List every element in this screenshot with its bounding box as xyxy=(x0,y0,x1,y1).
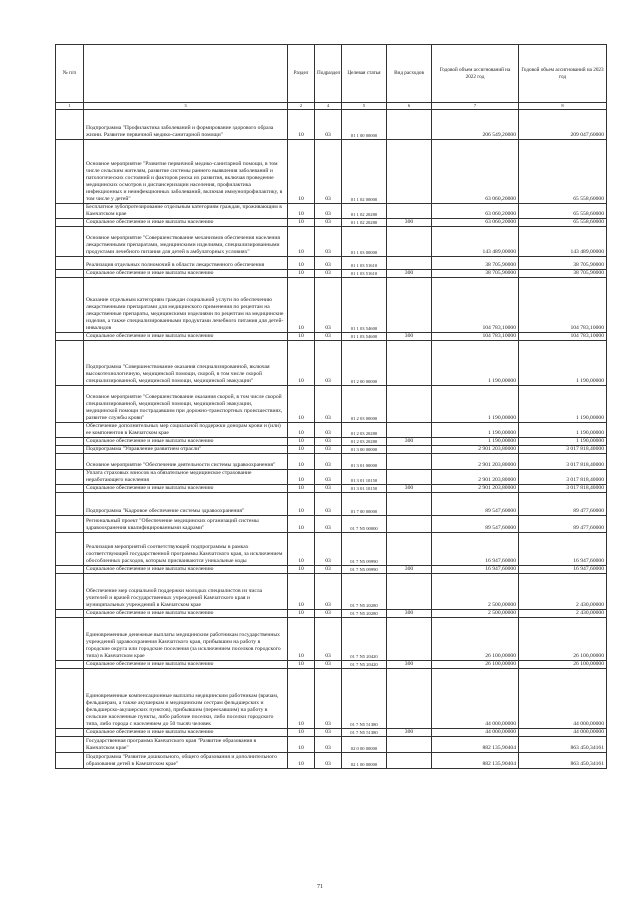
cell-razdel: 10 xyxy=(288,203,315,218)
cell-y2023: 16 947,60000 xyxy=(519,565,607,573)
col-number: 3 xyxy=(84,103,288,110)
cell-y2022: 1 190,00000 xyxy=(432,437,519,445)
cell-razdel: 10 xyxy=(288,736,315,752)
cell-num xyxy=(56,332,84,340)
cell-name: Реализация отдельных полномочий в области лекарственного обеспечения xyxy=(84,256,288,269)
cell-name: Подпрограмма "Развитие дошкольного, общего образования и дополнительного образования детей в Камчатском крае" xyxy=(84,752,288,768)
cell-razdel: 10 xyxy=(288,573,315,609)
cell-csr: 01 7 N5 20280 xyxy=(342,573,387,609)
cell-podrazdel: 03 xyxy=(315,752,342,768)
cell-csr: 01 1 03 51610 xyxy=(342,256,387,269)
cell-num xyxy=(56,728,84,736)
cell-y2023: 38 705,90000 xyxy=(519,256,607,269)
cell-razdel: 10 xyxy=(288,484,315,492)
cell-y2023: 65 558,60000 xyxy=(519,139,607,203)
cell-podrazdel: 03 xyxy=(315,668,342,728)
cell-csr: 01 3 01 00000 xyxy=(342,453,387,469)
cell-podrazdel: 03 xyxy=(315,139,342,203)
cell-y2022: 16 947,60000 xyxy=(432,532,519,565)
cell-vr xyxy=(387,532,432,565)
cell-num xyxy=(56,573,84,609)
cell-name: Реализация мероприятий соответствующей подпрограммы в рамках соответствующей государственной программы Камчатского края, за исключением обособленных расходов, которым присваиваются уникальные коды xyxy=(84,532,288,565)
table-row xyxy=(56,515,607,532)
cell-razdel: 10 xyxy=(288,668,315,728)
cell-y2023: 65 558,60000 xyxy=(519,218,607,226)
cell-vr: 300 xyxy=(387,332,432,340)
table-row xyxy=(56,385,607,422)
cell-name: Государственная программа Камчатского края "Развитие образования в Камчатском крае" xyxy=(84,736,288,752)
cell-num xyxy=(56,269,84,277)
table-row xyxy=(56,109,607,139)
budget-table xyxy=(55,44,607,769)
table-row xyxy=(56,445,607,453)
cell-y2023: 38 705,90000 xyxy=(519,269,607,277)
table-row xyxy=(56,609,607,617)
cell-name: Уплата страховых взносов на обязательное медицинское страхование неработающего населения xyxy=(84,469,288,484)
table-row xyxy=(56,736,607,752)
cell-y2023: 104 783,10000 xyxy=(519,277,607,332)
cell-vr: 300 xyxy=(387,565,432,573)
cell-podrazdel: 03 xyxy=(315,445,342,453)
cell-csr: 01 3 01 10150 xyxy=(342,484,387,492)
cell-razdel: 10 xyxy=(288,218,315,226)
cell-y2023: 1 190,00000 xyxy=(519,422,607,437)
cell-csr: 01 7 N5 51380 xyxy=(342,728,387,736)
cell-vr xyxy=(387,226,432,256)
cell-vr: 300 xyxy=(387,728,432,736)
cell-razdel: 10 xyxy=(288,515,315,532)
cell-y2022: 143 489,00000 xyxy=(432,226,519,256)
cell-y2023: 44 000,00000 xyxy=(519,668,607,728)
cell-y2022: 1 190,00000 xyxy=(432,422,519,437)
col-number: 5 xyxy=(342,103,387,110)
cell-y2023: 863 450,34161 xyxy=(519,736,607,752)
header-podrazdel: Подраздел xyxy=(315,45,342,103)
cell-razdel: 10 xyxy=(288,617,315,660)
cell-num xyxy=(56,340,84,385)
cell-razdel: 10 xyxy=(288,437,315,445)
cell-num xyxy=(56,218,84,226)
cell-y2023: 863 450,34161 xyxy=(519,752,607,768)
cell-podrazdel: 03 xyxy=(315,728,342,736)
table-row xyxy=(56,573,607,609)
cell-csr: 01 7 N5 51380 xyxy=(342,668,387,728)
cell-razdel: 10 xyxy=(288,277,315,332)
table-row xyxy=(56,453,607,469)
cell-podrazdel: 03 xyxy=(315,422,342,437)
header-2023: Годовой объем ассигнований на 2023 год xyxy=(519,45,607,103)
table-row xyxy=(56,226,607,256)
cell-y2023: 2 430,00000 xyxy=(519,573,607,609)
table-row xyxy=(56,492,607,515)
cell-y2022: 44 000,00000 xyxy=(432,728,519,736)
cell-razdel: 10 xyxy=(288,532,315,565)
cell-podrazdel: 03 xyxy=(315,565,342,573)
cell-y2023: 1 190,00000 xyxy=(519,385,607,422)
cell-vr xyxy=(387,453,432,469)
cell-y2023: 3 017 818,40000 xyxy=(519,484,607,492)
cell-y2022: 882 135,90404 xyxy=(432,736,519,752)
cell-csr: 01 1 03 51610 xyxy=(342,269,387,277)
cell-vr xyxy=(387,139,432,203)
cell-num xyxy=(56,422,84,437)
cell-y2023: 1 190,00000 xyxy=(519,437,607,445)
cell-num xyxy=(56,736,84,752)
cell-name: Социальное обеспечение и иные выплаты населению xyxy=(84,609,288,617)
cell-name: Основное мероприятие "Обеспечение деятельности системы здравоохранения" xyxy=(84,453,288,469)
cell-num xyxy=(56,437,84,445)
cell-csr: 01 1 02 20280 xyxy=(342,203,387,218)
cell-podrazdel: 03 xyxy=(315,437,342,445)
header-razdel: Раздел xyxy=(288,45,315,103)
cell-vr: 300 xyxy=(387,218,432,226)
cell-num xyxy=(56,445,84,453)
cell-name: Единовременные денежные выплаты медицинским работникам государственных учреждений здравоохранения Камчатского края, прибывшим на работу в городские округа или городские поселения (за исключением поселков городского типа) в Камчатском крае xyxy=(84,617,288,660)
cell-podrazdel: 03 xyxy=(315,617,342,660)
cell-y2022: 104 783,10000 xyxy=(432,332,519,340)
cell-y2023: 89 477,60000 xyxy=(519,515,607,532)
cell-y2023: 143 489,00000 xyxy=(519,226,607,256)
cell-vr xyxy=(387,515,432,532)
cell-podrazdel: 03 xyxy=(315,453,342,469)
cell-vr xyxy=(387,256,432,269)
cell-csr: 01 7 N5 09990 xyxy=(342,532,387,565)
cell-razdel: 10 xyxy=(288,256,315,269)
col-number: 1 xyxy=(56,103,84,110)
cell-razdel: 10 xyxy=(288,385,315,422)
table-row xyxy=(56,332,607,340)
cell-vr: 300 xyxy=(387,484,432,492)
cell-name: Социальное обеспечение и иные выплаты населению xyxy=(84,728,288,736)
cell-csr: 01 1 03 00000 xyxy=(342,226,387,256)
cell-name: Бесплатное зубопротезирование отдельным категориям граждан, проживающим в Камчатском крае xyxy=(84,203,288,218)
cell-num xyxy=(56,484,84,492)
cell-y2022: 2 901 203,80000 xyxy=(432,445,519,453)
cell-razdel: 10 xyxy=(288,109,315,139)
header-2022: Годовой объем ассигнований на 2022 год xyxy=(432,45,519,103)
cell-vr xyxy=(387,422,432,437)
cell-y2022: 38 705,90000 xyxy=(432,256,519,269)
cell-y2022: 26 100,00000 xyxy=(432,617,519,660)
cell-podrazdel: 03 xyxy=(315,660,342,668)
cell-num xyxy=(56,469,84,484)
cell-podrazdel: 03 xyxy=(315,340,342,385)
cell-podrazdel: 03 xyxy=(315,269,342,277)
cell-vr xyxy=(387,203,432,218)
header-name xyxy=(84,45,288,103)
cell-podrazdel: 03 xyxy=(315,609,342,617)
cell-vr: 300 xyxy=(387,437,432,445)
col-number: 7 xyxy=(432,103,519,110)
cell-num xyxy=(56,453,84,469)
table-row xyxy=(56,218,607,226)
cell-name: Социальное обеспечение и иные выплаты населению xyxy=(84,269,288,277)
header-vr: Вид расходов xyxy=(387,45,432,103)
cell-num xyxy=(56,609,84,617)
cell-csr: 01 3 01 10150 xyxy=(342,469,387,484)
page-number: 71 xyxy=(317,884,323,890)
cell-csr: 02 0 00 00000 xyxy=(342,736,387,752)
header-num: № п/п xyxy=(56,45,84,103)
table-row xyxy=(56,340,607,385)
cell-name: Социальное обеспечение и иные выплаты населению xyxy=(84,660,288,668)
cell-vr: 300 xyxy=(387,609,432,617)
cell-num xyxy=(56,385,84,422)
cell-num xyxy=(56,277,84,332)
cell-y2022: 1 190,00000 xyxy=(432,340,519,385)
cell-name: Основное мероприятие "Совершенствование оказания скорой, в том числе скорой специализированной, медицинской помощи, медицинской эвакуации, медицинской помощи пострадавшим при дорожно-транспортных происшествиях, развитие службы крови" xyxy=(84,385,288,422)
cell-vr xyxy=(387,340,432,385)
cell-csr: 01 1 02 00000 xyxy=(342,139,387,203)
cell-podrazdel: 03 xyxy=(315,385,342,422)
cell-name: Социальное обеспечение и иные выплаты населению xyxy=(84,565,288,573)
cell-csr: 01 1 03 54600 xyxy=(342,332,387,340)
cell-name: Подпрограмма "Совершенствование оказания специализированной, включая высокотехнологичную, медицинской помощи, скорой, в том числе скорой специализированной, медицинской помощи, медицинской эвакуации" xyxy=(84,340,288,385)
cell-vr xyxy=(387,668,432,728)
cell-name: Подпрограмма "Профилактика заболеваний и формирование здорового образа жизни. Развитие первичной медико-санитарной помощи" xyxy=(84,109,288,139)
table-header-row xyxy=(56,45,607,103)
cell-y2022: 2 901 203,80000 xyxy=(432,484,519,492)
cell-vr xyxy=(387,617,432,660)
cell-podrazdel: 03 xyxy=(315,277,342,332)
table-row xyxy=(56,617,607,660)
cell-vr: 300 xyxy=(387,269,432,277)
cell-csr: 01 3 00 00000 xyxy=(342,445,387,453)
cell-csr: 01 7 N5 20420 xyxy=(342,660,387,668)
cell-num xyxy=(56,203,84,218)
cell-razdel: 10 xyxy=(288,332,315,340)
cell-podrazdel: 03 xyxy=(315,109,342,139)
cell-name: Оказание отдельным категориям граждан социальной услуги по обеспечению лекарственными препаратами для медицинского применения по рецептам на лекарственные препараты, медицинскими изделиями по рецептам на медицинские изделия, а также специализированными продуктами лечебного питания для детей-инвалидов xyxy=(84,277,288,332)
table-row xyxy=(56,668,607,728)
cell-razdel: 10 xyxy=(288,752,315,768)
table-row xyxy=(56,203,607,218)
cell-vr: 300 xyxy=(387,660,432,668)
cell-name: Единовременные компенсационные выплаты медицинским работникам (врачам, фельдшерам, а также акушеркам и медицинским сестрам фельдшерских и фельдшерско-акушерских пунктов), прибывшим (переехавшим) на работу в сельские населенные пункты, либо рабочие поселки, либо поселки городского типа, либо города с населением до 50 тысяч человек xyxy=(84,668,288,728)
cell-razdel: 10 xyxy=(288,453,315,469)
cell-y2023: 44 000,00000 xyxy=(519,728,607,736)
cell-y2022: 38 705,90000 xyxy=(432,269,519,277)
table-row xyxy=(56,565,607,573)
cell-y2022: 1 190,00000 xyxy=(432,385,519,422)
cell-razdel: 10 xyxy=(288,445,315,453)
cell-name: Подпрограмма "Управление развитием отрасли" xyxy=(84,445,288,453)
cell-podrazdel: 03 xyxy=(315,203,342,218)
cell-num xyxy=(56,617,84,660)
table-row xyxy=(56,269,607,277)
cell-podrazdel: 03 xyxy=(315,736,342,752)
cell-num xyxy=(56,752,84,768)
cell-vr xyxy=(387,492,432,515)
col-number: 2 xyxy=(288,103,315,110)
cell-podrazdel: 03 xyxy=(315,226,342,256)
cell-num xyxy=(56,226,84,256)
cell-num xyxy=(56,515,84,532)
cell-csr: 01 1 02 20280 xyxy=(342,218,387,226)
cell-podrazdel: 03 xyxy=(315,573,342,609)
table-row xyxy=(56,469,607,484)
cell-csr: 01 7 N5 20280 xyxy=(342,609,387,617)
cell-razdel: 10 xyxy=(288,469,315,484)
column-number-row xyxy=(56,103,607,110)
cell-vr xyxy=(387,736,432,752)
cell-y2022: 63 060,20000 xyxy=(432,139,519,203)
cell-podrazdel: 03 xyxy=(315,515,342,532)
cell-podrazdel: 03 xyxy=(315,484,342,492)
cell-name: Региональный проект "Обеспечение медицинских организаций системы здравоохранения квалифицированными кадрами" xyxy=(84,515,288,532)
cell-num xyxy=(56,532,84,565)
table-row xyxy=(56,728,607,736)
cell-razdel: 10 xyxy=(288,492,315,515)
cell-razdel: 10 xyxy=(288,139,315,203)
cell-podrazdel: 03 xyxy=(315,218,342,226)
table-row xyxy=(56,437,607,445)
table-body xyxy=(56,109,607,768)
cell-name: Социальное обеспечение и иные выплаты населению xyxy=(84,484,288,492)
cell-vr xyxy=(387,573,432,609)
cell-name: Основное мероприятие "Совершенствование механизмов обеспечения населения лекарственными препаратами, медицинскими изделиями, специализированными продуктами лечебного питания для детей в амбулаторных условиях" xyxy=(84,226,288,256)
cell-razdel: 10 xyxy=(288,565,315,573)
cell-y2022: 2 500,00000 xyxy=(432,609,519,617)
col-number: 4 xyxy=(315,103,342,110)
cell-name: Социальное обеспечение и иные выплаты населению xyxy=(84,218,288,226)
cell-num xyxy=(56,668,84,728)
cell-y2022: 89 547,60000 xyxy=(432,515,519,532)
cell-name: Основное мероприятие "Развитие первичной медико-санитарной помощи, в том числе сельским жителям, развитие системы раннего выявления заболеваний и патологических состояний и факторов риска их развития, включая проведение медицинских осмотров и диспансеризации населения, профилактика инфекционных и неинфекционных заболеваний, включая иммунопрофилактику, в том числе у детей" xyxy=(84,139,288,203)
cell-razdel: 10 xyxy=(288,226,315,256)
col-number: 6 xyxy=(387,103,432,110)
table-row xyxy=(56,139,607,203)
cell-y2023: 16 947,60000 xyxy=(519,532,607,565)
cell-y2022: 44 000,00000 xyxy=(432,668,519,728)
cell-y2023: 26 100,00000 xyxy=(519,617,607,660)
cell-csr: 01 7 00 00000 xyxy=(342,492,387,515)
cell-podrazdel: 03 xyxy=(315,256,342,269)
table-row xyxy=(56,532,607,565)
cell-name: Социальное обеспечение и иные выплаты населению xyxy=(84,437,288,445)
cell-vr xyxy=(387,385,432,422)
cell-podrazdel: 03 xyxy=(315,332,342,340)
table-row xyxy=(56,660,607,668)
cell-y2022: 2 901 203,80000 xyxy=(432,469,519,484)
cell-razdel: 10 xyxy=(288,609,315,617)
cell-name: Обеспечение дополнительных мер социальной поддержки донорам крови и (или) ее компонентов в Камчатском крае xyxy=(84,422,288,437)
cell-vr xyxy=(387,445,432,453)
table-row xyxy=(56,277,607,332)
cell-name: Обеспечение мер социальной поддержки молодых специалистов из числа учителей и врачей государственных учреждений Камчатского края и муниципальных учреждений в Камчатском крае xyxy=(84,573,288,609)
cell-vr xyxy=(387,469,432,484)
cell-y2023: 1 190,00000 xyxy=(519,340,607,385)
cell-y2023: 3 017 818,40000 xyxy=(519,453,607,469)
cell-y2022: 63 060,20000 xyxy=(432,203,519,218)
cell-y2023: 3 017 818,40000 xyxy=(519,445,607,453)
cell-y2023: 209 047,60000 xyxy=(519,109,607,139)
cell-csr: 01 7 N5 09990 xyxy=(342,565,387,573)
cell-vr xyxy=(387,277,432,332)
cell-vr xyxy=(387,752,432,768)
cell-csr: 01 1 03 54600 xyxy=(342,277,387,332)
cell-num xyxy=(56,660,84,668)
cell-y2022: 206 549,20000 xyxy=(432,109,519,139)
cell-csr: 01 1 00 00000 xyxy=(342,109,387,139)
cell-podrazdel: 03 xyxy=(315,532,342,565)
cell-y2023: 65 558,60000 xyxy=(519,203,607,218)
cell-razdel: 10 xyxy=(288,340,315,385)
cell-y2023: 3 017 818,40000 xyxy=(519,469,607,484)
cell-csr: 01 2 03 20280 xyxy=(342,437,387,445)
cell-y2022: 63 060,20000 xyxy=(432,218,519,226)
cell-y2022: 2 500,00000 xyxy=(432,573,519,609)
cell-num xyxy=(56,492,84,515)
cell-y2022: 16 947,60000 xyxy=(432,565,519,573)
cell-y2023: 104 783,10000 xyxy=(519,332,607,340)
cell-y2023: 26 100,00000 xyxy=(519,660,607,668)
col-number: 8 xyxy=(519,103,607,110)
cell-csr: 01 2 03 00000 xyxy=(342,385,387,422)
cell-num xyxy=(56,256,84,269)
cell-name: Социальное обеспечение и иные выплаты населению xyxy=(84,332,288,340)
cell-csr: 01 7 N5 20420 xyxy=(342,617,387,660)
cell-razdel: 10 xyxy=(288,660,315,668)
cell-y2023: 2 430,00000 xyxy=(519,609,607,617)
cell-podrazdel: 03 xyxy=(315,492,342,515)
cell-csr: 02 1 00 00000 xyxy=(342,752,387,768)
cell-y2022: 2 901 203,80000 xyxy=(432,453,519,469)
cell-vr xyxy=(387,109,432,139)
cell-razdel: 10 xyxy=(288,269,315,277)
cell-csr: 01 2 00 00000 xyxy=(342,340,387,385)
cell-y2022: 104 783,10000 xyxy=(432,277,519,332)
cell-num xyxy=(56,565,84,573)
table-row xyxy=(56,752,607,768)
cell-num xyxy=(56,139,84,203)
table-row xyxy=(56,484,607,492)
cell-razdel: 10 xyxy=(288,422,315,437)
cell-y2022: 89 547,60000 xyxy=(432,492,519,515)
cell-name: Подпрограмма "Кадровое обеспечение системы здравоохранения" xyxy=(84,492,288,515)
cell-y2022: 26 100,00000 xyxy=(432,660,519,668)
cell-num xyxy=(56,109,84,139)
cell-csr: 01 2 03 20280 xyxy=(342,422,387,437)
table-row xyxy=(56,256,607,269)
table-row xyxy=(56,422,607,437)
cell-razdel: 10 xyxy=(288,728,315,736)
cell-y2022: 882 135,90404 xyxy=(432,752,519,768)
cell-y2023: 89 477,60000 xyxy=(519,492,607,515)
cell-csr: 01 7 N5 00000 xyxy=(342,515,387,532)
header-csr: Целевая статья xyxy=(342,45,387,103)
cell-podrazdel: 03 xyxy=(315,469,342,484)
